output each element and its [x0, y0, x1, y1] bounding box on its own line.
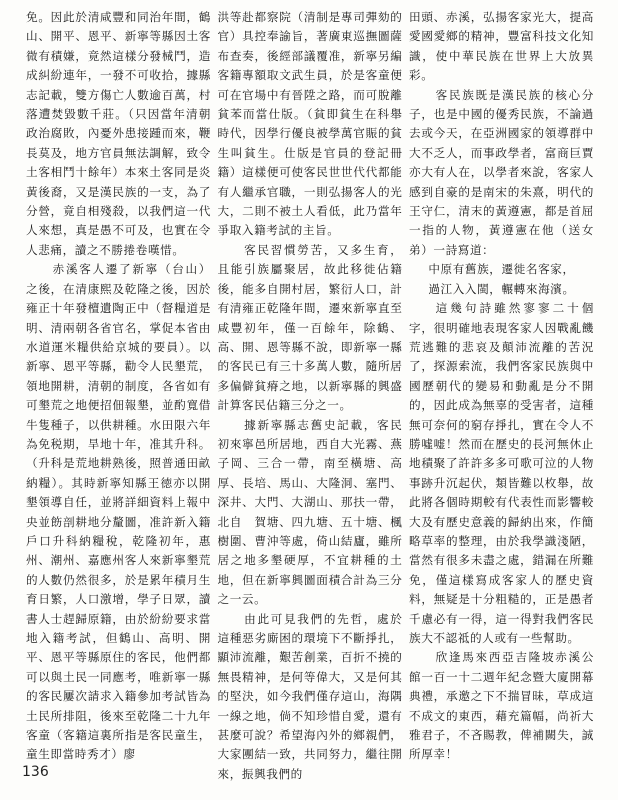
paragraph: 洪等赴都察院（清制是專司彈劾的官）具控奉諭旨，著廣東巡撫圖薩布查奏，後經部議覆准，新寧另編客籍專額取文武生員，於是客童便可在官場中有晉陞之路，而可脫離貧苯而當仕版。（貧即貧生在科舉時代，因學行優良被學萬官賑的貧生叫貧生。仕版是官員的登記冊籍）這樣便可使客民世世代代都能有人繼承官職，一則弘揚客人的光大，二則不被土人看低，此乃當年爭取入籍考試的主旨。 [217, 10, 403, 238]
paragraph: 這幾句詩雖然寥寥二十個字，很明確地表現客家人因戰亂饑荒逃難的悲哀及顛沛流離的苦況了，探源索流，我們客家民族與中國歷朝代的變易和動亂是分不開的，因此成為無辜的受害者，這種無可奈何的窮存掙扎，實在令人不勝噓嘘！然而在歷史的長河無休止地積聚了許許多多可歌可泣的人物事跡升沉起伏，類皆難以枚舉，故此將各個時期較有代表性而影響較大及有歷史意義的歸納出來，作簡略草率的整理，由於我學識淺陋，當然有很多未盡之處，錯漏在所難免，僅這樣寫成客家人的歷史資料，無疑是十分粗糙的，正是愚者千慮必有一得，這一得對我們客民族大不認祗的人或有一些幫助。 [409, 301, 594, 645]
paragraph: 免。因此於清咸豐和同治年間，鶴山、開平、恩平、新寧等縣因土客微有積嫌，竟然這樣分發械鬥，造成糾紛連年，一發不可收拾，據縣志記載，雙方傷亡人數逾百萬，村落遭焚毀數千莊。（只因當年清朝政治腐敗，內憂外患接踵而來，鞭長莫及，地方官員無法調解，致令土客相鬥十餘年）本來土客同是炎黃後裔，又是漢民族的一支，為了分營，竟自相殘殺，以我們這一代人來想，真是愚不可及，也實在令人悲痛，讀之不勝捲卷嘆惜。 [26, 10, 211, 257]
paragraph: 田頭、赤溪，弘揚客家光大，提高愛國愛鄉的精神，豐富科技文化知識，使中華民族在世界上大放異彩。 [409, 10, 594, 83]
text-column-1 [26, 8, 211, 762]
paragraph: 赤溪客人遷了新寧（台山）之後，在清康熙及乾隆之後，因於雍正十年發檀遺陶正中（督糧道是明、清兩朝各省官名，掌促本省由水道運米糧供給京城的要員）。以新寧、恩平等縣，勸令人民墾荒，領地開耕，清朝的制度，各省如有可墾荒之地便招佃報墾，並酌寬借牛隻種子，以供耕種。水田限六年為免税期，旱地十年，准其升科。（升科是荒地耕熟後，照普通田畝納糧）。其時新寧知縣王徳亦以開墾領導自任，並將詳細資料上報中央並飭剖耕地分釐圖，准許新入籍戶口升科納糧稅，乾隆初年，惠州、潮州、嘉應州客人來新寧墾荒的人數仍然很多，於是累年積月生育日繁，人口激增，學子日眾，讀書人士趕歸原籍，由於紛紛要求當地入籍考試，但鶴山、高明、開平、恩平等縣原住的客民，他們都可以與土民一同應考，唯新寧一縣的客民屢次請求入籍參加考試皆為土民所排阻，後來至乾隆二十九年客童（客籍這裏所指是客民童生，童生即當時秀才）廖 [26, 262, 211, 762]
poem-line: 中原有舊族，遷徙名客家， [428, 262, 575, 277]
page-number: 136 [22, 764, 49, 780]
paragraph: 客民習慣勞苦，又多生育，且能引族屬聚居，故此移徙佔籍後，能多自開村居，繁衍人口，計有清雍正乾隆年間，遷來新寧直至咸豐初年，僅一百餘年，除鶴、高、開、恩等縣不說，即新寧一縣的客民已有三十多萬人數，隨所居多偏僻貧瘠之地，以新寧縣的興盛計算客民佔籍三分之一。 [217, 242, 403, 413]
text-column-3 [409, 8, 594, 762]
poem-line: 過江入入閩，輾轉來海濱。 [428, 281, 575, 296]
paragraph: 由此可見我們的先哲，處於這種惡劣廝困的環境下不斷掙扎，顯沛流離，艱苦創業，百折不撓的無畏精神，是何等偉大，又是何其的堅決，如今我們僅存這山，海隅一線之地，倘不知珍惜自愛，還有甚麼可說？希望海內外的鄉親們，大家團結一致，共同努力，繼往開來，振興我們的 [217, 611, 403, 781]
paragraph: 客民族既是漢民族的核心分子，也是中國的優秀民族，不論過去或今天，在亞洲國家的領導群中大不乏人，而事政學者，富商巨賈亦大有人在，以學者來說，客家人感到自豪的是南宋的朱熹，明代的王守仁，清末的黃遵憲，都是首屈一指的人物，黃遵憲在他（送女弟）一詩寫道： [409, 87, 594, 257]
text-column-2 [217, 8, 403, 781]
paragraph: 據新寧縣志舊史記載，客民初來寧邑所居地，西自大光霧、燕子岡、三合一帶，南至橫塘、高厚、長培、馬山、大隆洞、塞門、深井、大門、大湖山、那扶一帶，北自 賀塘、四九塘、五十塘、楓樹圍、曹沖等處，倚山結廬，雖所居之地多墾硬厚，不宜耕種的土地，但在新寧興圖面積合計為三分之一云。 [217, 417, 403, 607]
paragraph: 欣逢馬來西亞吉隆坡赤溪公館一百一十二週年紀念暨大廈開幕典禮，承邀之下不揣冒昧，草成這不成文的東西，藉充篇幅，尚祈大雅君子，不吝賜教，俾補闕失，誠所厚幸！ [409, 650, 594, 762]
